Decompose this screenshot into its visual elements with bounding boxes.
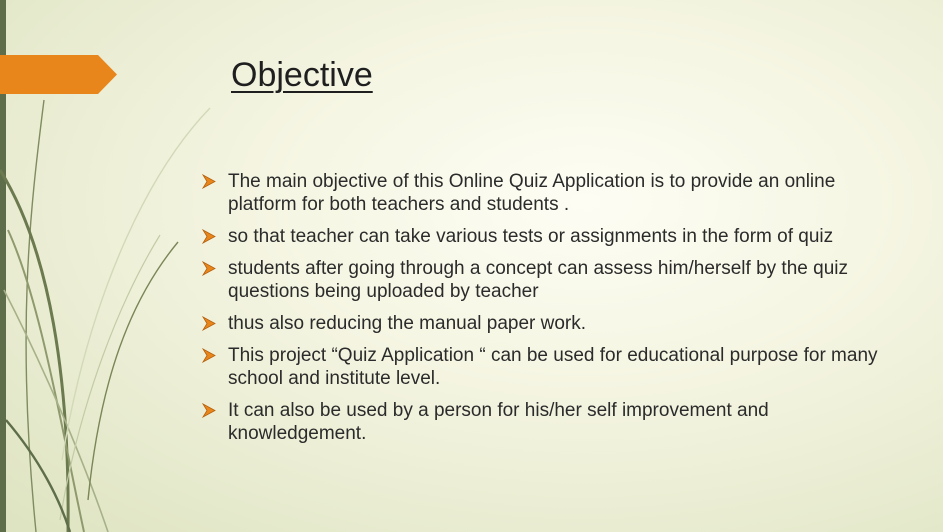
bullet-text: students after going through a concept can assess him/herself by the quiz questions being uploaded by teacher — [228, 258, 848, 302]
chevron-right-icon — [201, 261, 217, 276]
chevron-right-icon — [201, 348, 217, 363]
chevron-right-icon — [201, 316, 217, 331]
bullet-text: This project “Quiz Application “ can be used for educational purpose for many school and institute level. — [228, 345, 878, 389]
slide-title: Objective — [231, 56, 373, 94]
bullet-text: It can also be used by a person for his/her self improvement and knowledgement. — [228, 400, 769, 444]
bullet-item — [201, 170, 901, 216]
title-marker-tag — [0, 55, 117, 94]
bullet-list — [201, 170, 901, 454]
bullet-text: thus also reducing the manual paper work. — [228, 313, 587, 334]
bullet-item — [201, 344, 901, 390]
bullet-item — [201, 257, 901, 303]
bullet-text: so that teacher can take various tests or assignments in the form of quiz — [228, 226, 834, 247]
chevron-right-icon — [201, 403, 217, 418]
chevron-right-icon — [201, 174, 217, 189]
bullet-item — [201, 399, 901, 445]
bullet-item — [201, 312, 901, 335]
bullet-item — [201, 225, 901, 248]
bullet-text: The main objective of this Online Quiz Application is to provide an online platform for both teachers and students . — [228, 171, 836, 215]
chevron-right-icon — [201, 229, 217, 244]
